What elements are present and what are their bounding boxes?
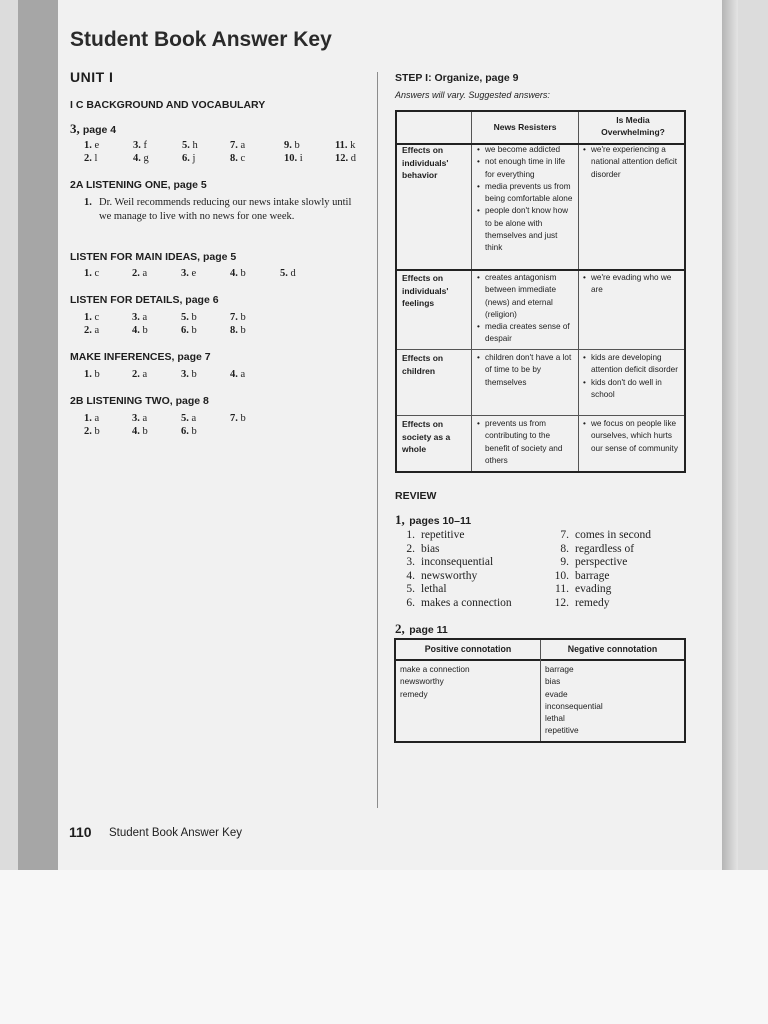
- answer-item: 1. c: [84, 268, 100, 279]
- answer-item: 4. b: [132, 324, 148, 336]
- answer-item: 6. b: [181, 324, 197, 336]
- row-label-children: Effects on children: [402, 353, 444, 376]
- list-item: • kids don't do well in school: [583, 377, 683, 402]
- cell-overwhelming-behavior: [583, 144, 683, 181]
- row-label-behavior: Effects on individuals' behavior: [402, 145, 449, 180]
- row-label-feelings: Effects on individuals' feelings: [402, 273, 449, 308]
- list-item: • media creates sense of despair: [477, 321, 576, 346]
- answer-item: 4. a: [230, 369, 246, 380]
- review-item: 9. perspective: [560, 556, 628, 569]
- list-item: • not enough time in life for everything: [477, 156, 576, 181]
- answer-item: 8. b: [230, 324, 246, 336]
- answer-item: 6. j: [182, 152, 196, 164]
- answer-item: 1. b: [84, 369, 100, 380]
- subsection-label: page 11: [409, 624, 448, 636]
- answer-item: 9. b: [284, 140, 300, 151]
- review-item: 10. barrage: [554, 569, 610, 582]
- list-item: remedy: [400, 688, 428, 699]
- list-item: • creates antagonism between immediate (news) and eternal (religion): [477, 272, 576, 321]
- step1-note: Answers will vary. Suggested answers:: [395, 90, 550, 100]
- answer-item: 6. b: [181, 425, 197, 437]
- footer-page-number: 110: [69, 824, 92, 840]
- list-item: bias: [545, 676, 561, 687]
- answer-item: 2. a: [132, 268, 148, 279]
- review-item: 11. evading: [555, 583, 612, 596]
- section-heading-2b: 2B LISTENING TWO, page 8: [70, 395, 209, 407]
- list-item: evade: [545, 688, 568, 699]
- answer-item: 1. c: [84, 312, 100, 323]
- col-header-positive: Positive connotation: [424, 644, 512, 654]
- list-item: • we're experiencing a national attention deficit disorder: [583, 144, 683, 181]
- page-edge-shadow: [722, 0, 738, 870]
- list-item: • we're evading who we are: [583, 272, 683, 297]
- answer-item: 10. i: [284, 152, 303, 164]
- answer-item: 5. d: [280, 268, 296, 279]
- section-heading-inferences: MAKE INFERENCES, page 7: [70, 351, 211, 363]
- answer-item: 3. a: [132, 413, 148, 424]
- list-item: • we become addicted: [477, 144, 576, 156]
- answer-item: 5. h: [182, 140, 198, 151]
- column-divider: [377, 72, 378, 808]
- item-number: 1.: [84, 197, 92, 208]
- answer-item: 1. e: [84, 140, 100, 151]
- list-item: repetitive: [545, 725, 579, 736]
- unit-heading: UNIT I: [70, 69, 114, 85]
- list-item: • media prevents us from being comfortable alone: [477, 181, 576, 206]
- section-heading-2a: 2A LISTENING ONE, page 5: [70, 179, 207, 191]
- answer-item: 4. b: [230, 268, 246, 279]
- list-item: • people don't know how to be alone with themselves and just think: [477, 205, 576, 254]
- negative-connotation-list: [545, 663, 683, 737]
- review-item: 7. comes in second: [560, 529, 652, 541]
- col-header-negative: Negative connotation: [567, 644, 658, 654]
- review-item: 1. repetitive: [406, 529, 465, 541]
- review-sub2-heading: [395, 620, 448, 638]
- list-item: • children don't have a lot of time to be by themselves: [477, 352, 576, 389]
- answer-item: 2. b: [84, 425, 100, 437]
- answer-item: 3. e: [181, 268, 197, 279]
- list-item: • prevents us from contributing to the benefit of society and others: [477, 418, 576, 467]
- section-heading-details: LISTEN FOR DETAILS, page 6: [70, 294, 219, 306]
- answer-item: 3. f: [133, 140, 147, 151]
- section-heading-main-ideas: LISTEN FOR MAIN IDEAS, page 5: [70, 251, 237, 263]
- subsection-label: page 4: [82, 124, 117, 136]
- answer-item: 5. b: [181, 312, 197, 323]
- review-heading: REVIEW: [395, 490, 437, 502]
- review-item: 6. makes a connection: [406, 597, 512, 609]
- list-item: • kids are developing attention deficit disorder: [583, 352, 683, 377]
- cell-resisters-children: [477, 352, 576, 389]
- answer-item: 7. b: [230, 413, 246, 424]
- list-item: lethal: [545, 713, 565, 724]
- connotation-table: [394, 638, 686, 743]
- answer-item: 7. a: [230, 140, 246, 151]
- list-item: • we focus on people like ourselves, which hurts our sense of community: [583, 418, 683, 455]
- section-heading-1c: I C BACKGROUND AND VOCABULARY: [70, 99, 266, 111]
- step1-table: [395, 110, 686, 473]
- answer-item: 12. d: [335, 152, 356, 164]
- review-item: 12. remedy: [554, 597, 610, 609]
- list-item: make a connection: [400, 664, 470, 674]
- answer-item: 7. b: [230, 312, 246, 323]
- answer-item: 2. a: [132, 369, 148, 380]
- page-title: Student Book Answer Key: [70, 28, 332, 51]
- review-sub1-heading: [395, 511, 471, 529]
- subsection-number: 1,: [395, 512, 405, 527]
- cell-overwhelming-society: [583, 418, 683, 455]
- review-item: 8. regardless of: [560, 542, 635, 555]
- review-item: 5. lethal: [406, 583, 447, 596]
- subsection-label: pages 10–11: [409, 515, 472, 527]
- subsection-3-heading: [70, 121, 116, 137]
- row-label-society: Effects on society as a whole: [402, 419, 451, 454]
- review-item: 3. inconsequential: [406, 556, 494, 569]
- page-binding-strip: [18, 0, 58, 870]
- answer-item: 3. b: [181, 369, 197, 380]
- subsection-number: 2,: [395, 621, 405, 636]
- cell-overwhelming-feelings: [583, 272, 683, 297]
- answer-item: 4. g: [133, 152, 149, 164]
- answer-item: 2. a: [84, 324, 100, 336]
- cell-overwhelming-children: [583, 352, 683, 401]
- list-item: newsworthy: [400, 676, 444, 687]
- step1-heading: STEP I: Organize, page 9: [395, 72, 519, 84]
- cell-resisters-society: [477, 418, 576, 467]
- footer-label: Student Book Answer Key: [109, 827, 242, 839]
- subsection-number: 3,: [70, 121, 80, 136]
- review-item: 2. bias: [406, 542, 440, 555]
- cell-resisters-behavior: [477, 144, 576, 255]
- answer-item: 2. l: [84, 152, 98, 164]
- answer-item: 5. a: [181, 413, 197, 424]
- list-item: inconsequential: [545, 700, 603, 711]
- list-item: barrage: [545, 664, 574, 674]
- answer-item: 1. a: [84, 413, 100, 424]
- answer-item: 4. b: [132, 425, 148, 437]
- answer-item: 3. a: [132, 312, 148, 323]
- review-item: 4. newsworthy: [406, 569, 478, 582]
- cell-resisters-feelings: [477, 272, 576, 346]
- answer-item: 8. c: [230, 152, 246, 164]
- answer-item: 11. k: [335, 140, 356, 151]
- positive-connotation-list: [400, 663, 538, 700]
- listening-one-answer: Dr. Weil recommends reducing our news intake slowly until we manage to live with no news for one week.: [99, 197, 352, 222]
- col-header-news-resisters: News Resisters: [493, 122, 557, 132]
- col-header-media-overwhelming: Is Media Overwhelming?: [601, 115, 665, 137]
